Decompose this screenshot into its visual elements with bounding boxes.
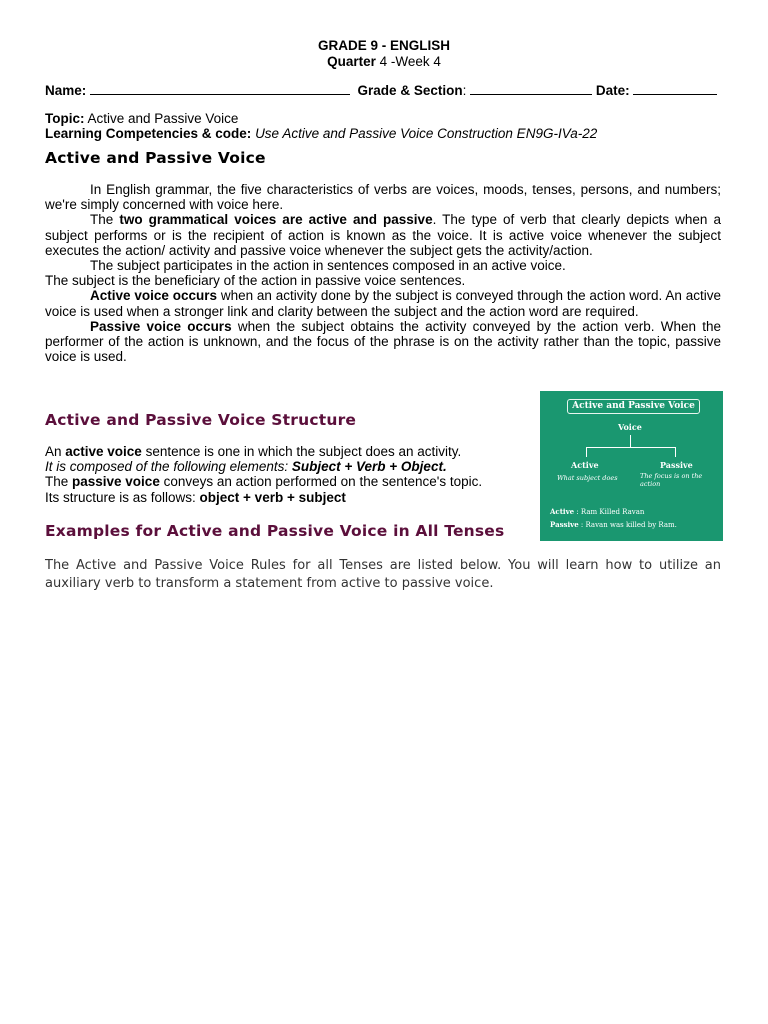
competency-label: Learning Competencies & code: (45, 126, 252, 141)
text: Its structure is as follows: (45, 489, 200, 505)
worksheet-title: GRADE 9 - ENGLISH (317, 38, 450, 53)
diagram-connector (586, 447, 587, 457)
name-blank[interactable] (90, 83, 350, 95)
paragraph (45, 474, 540, 489)
section-heading-examples: Examples for Active and Passive Voice in All Tenses (45, 522, 505, 540)
quarter-line (0, 54, 768, 69)
text: when the subject obtains the activity conveyed by the action verb. When the performer of the action is unknown, and the focus of the phrase is on the activity rather than the topic, passive voice is used. (45, 318, 721, 365)
diagram-example-passive (550, 520, 677, 529)
example-label: Passive (550, 520, 579, 529)
bold-text: two grammatical voices are active and passive (119, 212, 433, 228)
section-heading-active-passive: Active and Passive Voice (45, 149, 266, 167)
diagram-connector (586, 447, 676, 448)
diagram-active: Active (571, 460, 599, 470)
diagram-example-active (550, 507, 644, 516)
example-text: : Ram Killed Ravan (574, 508, 645, 516)
date-label: Date: (595, 83, 630, 98)
section-heading-structure: Active and Passive Voice Structure (45, 411, 357, 429)
bold-text: Active voice occurs (90, 288, 217, 304)
bold-text: active voice (65, 444, 142, 459)
example-text: : Ravan was killed by Ram. (578, 521, 677, 529)
diagram-title: Active and Passive Voice (567, 399, 700, 414)
quarter-value: 4 -Week 4 (379, 54, 441, 69)
diagram-connector (630, 435, 631, 447)
bold-text: object + verb + subject (199, 489, 346, 505)
text: conveys an action performed on the sentence's topic. (159, 474, 483, 490)
topic-label: Topic: (45, 111, 85, 126)
bold-italic-text: Subject + Verb + Object. (291, 459, 447, 475)
paragraph: In English grammar, the five characteristics of verbs are voices, moods, tenses, persons, and numbers; we're simply concerned with voice here. (45, 182, 721, 213)
paragraph (45, 319, 721, 365)
diagram-passive: Passive (660, 460, 693, 470)
topic-line (45, 111, 721, 127)
text: The (90, 212, 120, 228)
competency-line (45, 126, 721, 142)
paragraph (45, 212, 721, 258)
date-blank[interactable] (633, 83, 717, 95)
text: when an activity done by the subject is conveyed through the action word. An active voice is used when a stronger link and clarity between the subject and the action word are required. (45, 288, 721, 319)
section2-body (45, 444, 540, 505)
paragraph (45, 288, 721, 318)
grade-section-label: Grade & Section (357, 83, 463, 98)
diagram-root: Voice (618, 422, 642, 432)
paragraph: The subject is the beneficiary of the action in passive voice sentences. (45, 273, 466, 289)
section1-body (45, 182, 721, 364)
topic-value: Active and Passive Voice (87, 111, 239, 126)
bold-text: Passive voice occurs (90, 318, 232, 334)
competency-value: Use Active and Passive Voice Construction EN9G-IVa-22 (255, 126, 598, 141)
paragraph (45, 444, 540, 459)
text: An (45, 444, 66, 459)
name-label: Name: (45, 83, 87, 98)
voice-diagram (540, 391, 723, 541)
diagram-active-sub: What subject does (557, 474, 618, 482)
text: The (45, 474, 73, 490)
text: . The type of verb that clearly depicts when a subject performs or is the recipient of action is known as the voice. It is active voice whenever the subject executes the action/ activity and passive voice whenever the subject gets the activity/action. (45, 212, 721, 258)
section3-body: The Active and Passive Voice Rules for all Tenses are listed below. You will learn how to utilize an auxiliary verb to transform a statement from active to passive voice. (45, 558, 721, 591)
student-info-line (45, 83, 721, 99)
diagram-passive-sub: The focus is on the action (640, 472, 703, 488)
diagram-connector (675, 447, 676, 457)
text: sentence is one in which the subject does an activity. (141, 444, 462, 459)
bold-text: passive voice (72, 474, 160, 490)
quarter-label: Quarter (327, 54, 376, 69)
grade-colon: : (462, 83, 467, 98)
paragraph (45, 490, 540, 505)
grade-section-blank[interactable] (470, 83, 592, 95)
paragraph (45, 459, 540, 474)
paragraph: The subject participates in the action in sentences composed in an active voice. (90, 258, 566, 274)
example-label: Active (550, 507, 575, 516)
italic-text: It is composed of the following elements: (45, 459, 292, 475)
